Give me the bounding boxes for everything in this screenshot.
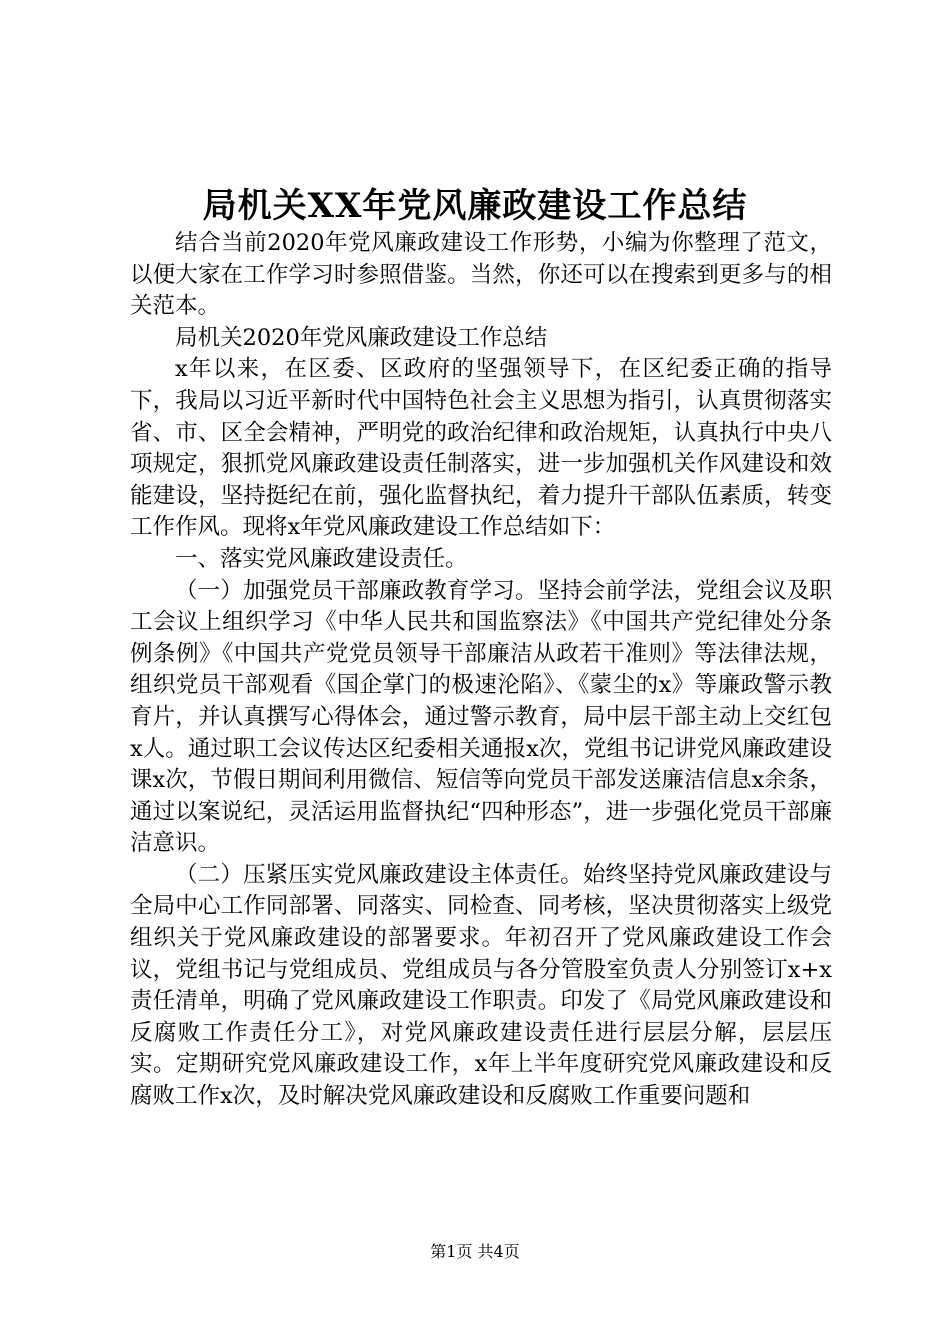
document-body xyxy=(130,228,832,1113)
page-footer: 第1页 共4页 xyxy=(430,1242,520,1261)
document-title: 局机关XX年党风廉政建设工作总结 xyxy=(202,186,748,226)
section-heading: 一、落实党风廉政建设责任。 xyxy=(175,545,468,572)
intro-paragraph: 结合当前2020年党风廉政建设工作形势，小编为你整理了范文，以便大家在工作学习时参照借鉴。当然，你还可以在搜索到更多与的相关范本。 xyxy=(130,230,832,320)
section-paragraph-1: （一）加强党员干部廉政教育学习。坚持会前学法，党组会议及职工会议上组织学习《中华人民共和国监察法》《中国共产党纪律处分条例条例》《中国共产党党员领导干部廉洁从政若干准则》等法律法规，组织党员干部观看《国企掌门的极速沦陷》、《蒙尘的x》等廉政警示教育片，并认真撰写心得体会，通过警示教育，局中层干部主动上交红包x人。通过职工会议传达区纪委相关通报x次，党组书记讲党风廉政建设课x次，节假日期间利用微信、短信等向党员干部发送廉洁信息x余条，通过以案说纪，灵活运用监督执纪“四种形态”，进一步强化党员干部廉洁意识。 xyxy=(130,577,832,857)
section-paragraph-2: （二）压紧压实党风廉政建设主体责任。始终坚持党风廉政建设与全局中心工作同部署、同落实、同检查、同考核，坚决贯彻落实上级党组织关于党风廉政建设的部署要求。年初召开了党风廉政建设工作会议，党组书记与党组成员、党组成员与各分管股室负责人分别签订x+x责任清单，明确了党风廉政建设工作职责。印发了《局党风廉政建设和反腐败工作责任分工》，对党风廉政建设责任进行层层分解，层层压实。定期研究党风廉政建设工作，x年上半年度研究党风廉政建设和反腐败工作x次，及时解决党风廉政建设和反腐败工作重要问题和 xyxy=(130,861,832,1110)
subtitle-paragraph: 局机关2020年党风廉政建设工作总结 xyxy=(175,324,548,351)
summary-paragraph: x年以来，在区委、区政府的坚强领导下，在区纪委正确的指导下，我局以习近平新时代中国特色社会主义思想为指引，认真贯彻落实省、市、区全会精神，严明党的政治纪律和政治规矩，认真执行中央八项规定，狠抓党风廉政建设责任制落实，进一步加强机关作风建设和效能建设，坚持挺纪在前，强化监督执纪，着力提升干部队伍素质，转变工作作风。现将x年党风廉政建设工作总结如下： xyxy=(130,356,832,541)
